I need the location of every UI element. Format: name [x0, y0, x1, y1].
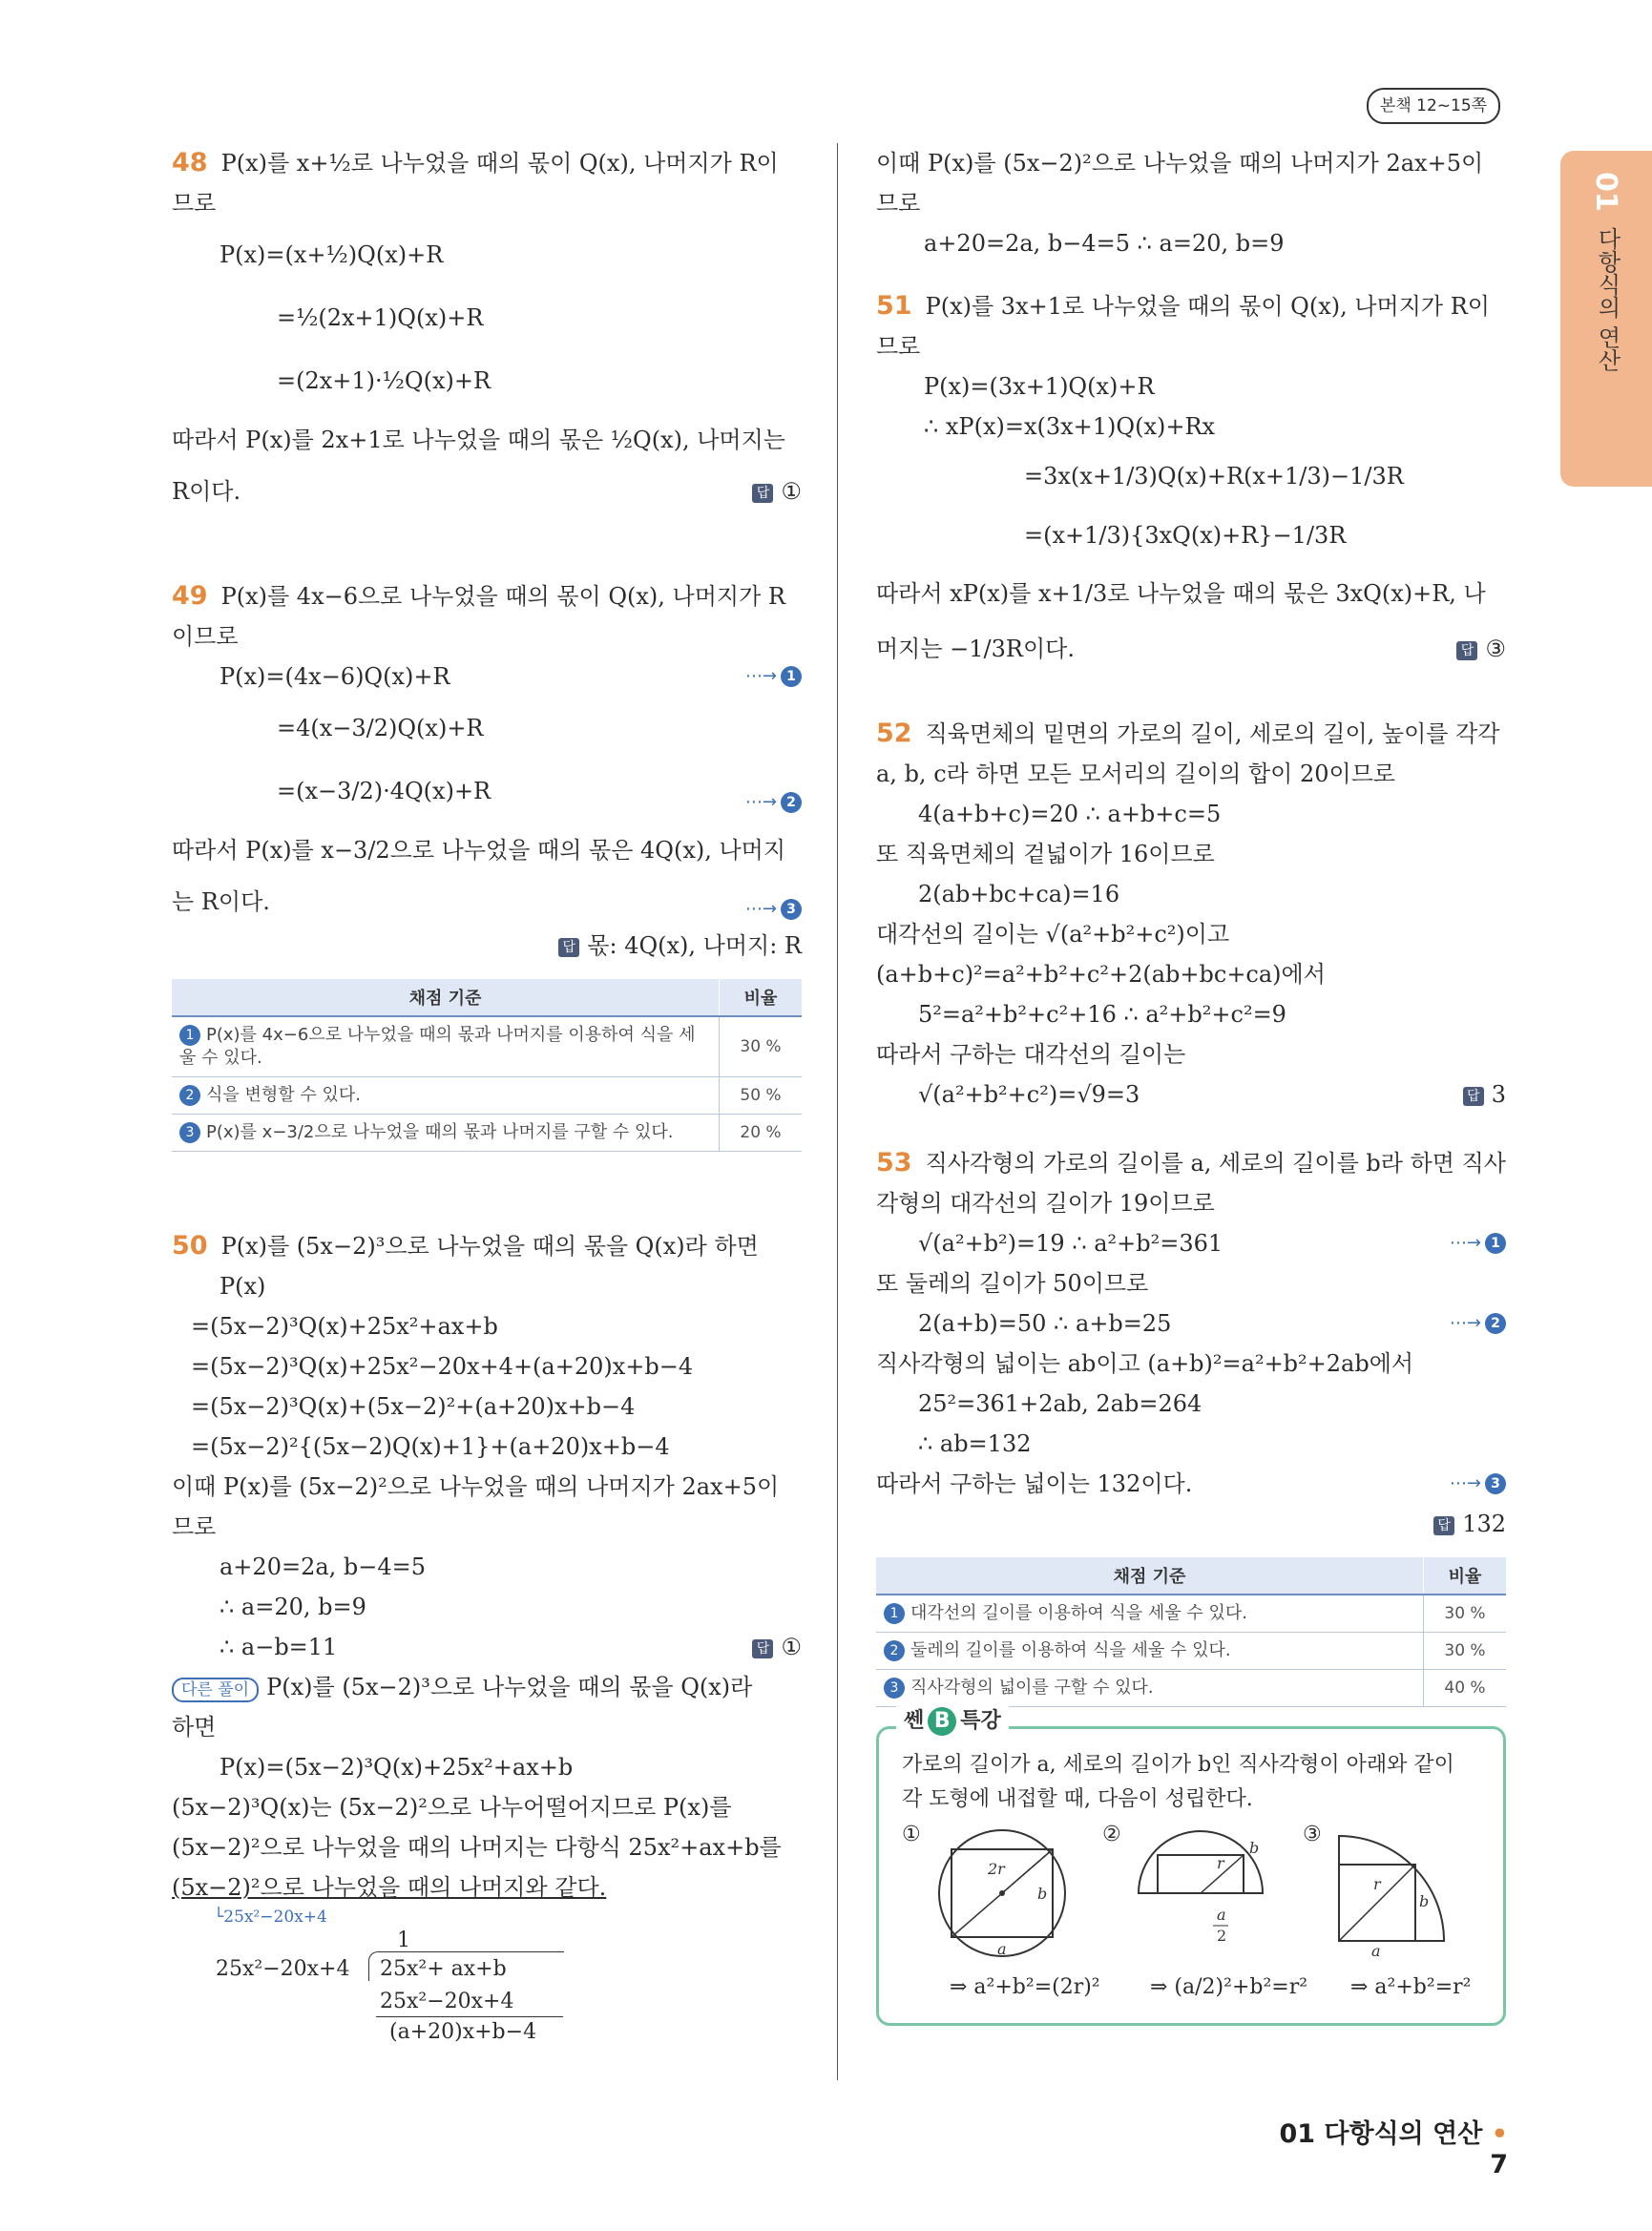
step-marker: ⋯→ 1 — [1450, 1223, 1506, 1263]
equation: ∴ xP(x)=x(3x+1)Q(x)+Rx — [924, 413, 1216, 440]
grading-table-49 — [172, 979, 802, 1152]
step-marker: ⋯→ 3 — [1450, 1464, 1506, 1504]
semicircle-rectangle-figure — [1129, 1826, 1272, 1960]
criterion-text: 식을 변형할 수 있다. — [206, 1085, 361, 1105]
text-line: 머지는 −1/3R이다. — [876, 636, 1075, 662]
criterion-number: 2 — [179, 1085, 200, 1106]
title-text: 특강 — [960, 1709, 1001, 1733]
svg-text:a: a — [997, 1940, 1007, 1958]
equation: =(5x−2)²{(5x−2)Q(x)+1}+(a+20)x+b−4 — [191, 1433, 670, 1460]
equation: 25²=361+2ab, 2ab=264 — [918, 1390, 1202, 1417]
criterion-rate: 30 % — [1424, 1595, 1507, 1633]
page-reference: 본책 12~15쪽 — [1367, 88, 1500, 124]
problem-number: 52 — [876, 719, 912, 748]
text-line: 직사각형의 넓이는 ab이고 (a+b)²=a²+b²+2ab에서 — [876, 1350, 1414, 1377]
title-text: 쎈 — [904, 1709, 925, 1733]
grading-header: 채점 기준 — [172, 979, 720, 1016]
answer — [752, 1627, 802, 1667]
answer — [1463, 1074, 1506, 1115]
criterion-number: 1 — [884, 1603, 905, 1624]
step-marker: ⋯→ 2 — [745, 771, 802, 834]
problem-number: 51 — [876, 291, 912, 321]
text-line: 므로 — [172, 1513, 217, 1540]
text-line: 각 도형에 내접할 때, 다음이 성립한다. — [902, 1787, 1253, 1811]
equation: 4(a+b+c)=20 ∴ a+b+c=5 — [918, 801, 1222, 827]
equation: P(x)=(x+½)Q(x)+R — [220, 241, 444, 268]
division-line — [376, 2016, 563, 2017]
equation: a+20=2a, b−4=5 — [220, 1553, 427, 1580]
equation: 2(a+b)=50 ∴ a+b=25 — [918, 1310, 1172, 1337]
equation: a+20=2a, b−4=5 ∴ a=20, b=9 — [924, 230, 1285, 257]
criterion-text: 직사각형의 넓이를 구할 수 있다. — [910, 1678, 1154, 1698]
table-row — [172, 1115, 802, 1152]
table-row — [172, 1016, 802, 1077]
table-row — [876, 1670, 1506, 1707]
answer-value: 132 — [1462, 1511, 1506, 1537]
equation: 2(ab+bc+ca)=16 — [918, 881, 1120, 907]
text-line: P(x)를 3x+1로 나누었을 때의 몫이 Q(x), 나머지가 R이 — [925, 293, 1490, 320]
svg-text:b: b — [1249, 1839, 1260, 1857]
page-number: 7 — [1490, 2150, 1508, 2179]
text-line: 직사각형의 가로의 길이를 a, 세로의 길이를 b라 하면 직사 — [925, 1150, 1506, 1177]
criterion-number: 2 — [884, 1640, 905, 1661]
right-column — [876, 143, 1506, 2026]
text-line: 또 둘레의 길이가 50이므로 — [876, 1270, 1149, 1297]
text-line: 따라서 P(x)를 2x+1로 나누었을 때의 몫은 ½Q(x), 나머지는 — [172, 427, 785, 453]
circle-rectangle-figure — [931, 1826, 1074, 1960]
answer-value: ① — [781, 1634, 802, 1660]
text-line: 따라서 P(x)를 x−3/2으로 나누었을 때의 몫은 4Q(x), 나머지 — [172, 837, 786, 864]
equation: P(x)=(3x+1)Q(x)+R — [924, 373, 1155, 400]
problem-number: 53 — [876, 1148, 912, 1178]
equation: √(a²+b²+c²)=√9=3 — [918, 1081, 1140, 1108]
criterion-rate: 40 % — [1424, 1670, 1507, 1707]
problem-50-continued — [876, 143, 1506, 263]
text-line: 따라서 xP(x)를 x+1/3로 나누었을 때의 몫은 3xQ(x)+R, 나 — [876, 580, 1486, 607]
text-line: P(x)를 x+½로 나누었을 때의 몫이 Q(x), 나머지가 R이 — [220, 150, 779, 177]
text-line: (5x−2)²으로 나누었을 때의 나머지와 같다. — [172, 1874, 607, 1901]
problem-52 — [876, 714, 1506, 1115]
grading-rate-header: 비율 — [720, 979, 803, 1016]
division-remainder: (a+20)x+b−4 — [389, 2020, 537, 2044]
answer-icon: 답 — [1433, 1516, 1454, 1535]
equation: P(x)=(4x−6)Q(x)+R ⋯→ 1 — [172, 657, 802, 697]
svg-text:r: r — [1217, 1854, 1224, 1872]
svg-text:2r: 2r — [988, 1860, 1005, 1878]
equation: =(2x+1)·½Q(x)+R — [277, 367, 491, 394]
step-marker: ⋯→ 3 — [745, 886, 802, 933]
equation: =(x−3/2)·4Q(x)+R ⋯→ 2 — [172, 760, 802, 823]
table-row — [876, 1595, 1506, 1633]
equation: =(5x−2)³Q(x)+25x²+ax+b — [191, 1313, 498, 1340]
chapter-number: 01 — [1589, 172, 1622, 212]
problem-number: 48 — [172, 148, 208, 177]
svg-text:2: 2 — [1217, 1927, 1227, 1945]
figure-label: ① — [902, 1823, 921, 1846]
grading-header: 채점 기준 — [876, 1557, 1424, 1595]
answer-icon: 답 — [752, 484, 773, 503]
chapter-title: 다항식의 연산 — [1594, 227, 1621, 372]
svg-text:b: b — [1419, 1892, 1430, 1910]
equation: P(x)=(5x−2)³Q(x)+25x²+ax+b — [220, 1754, 574, 1781]
quarter-circle-rectangle-figure — [1329, 1826, 1473, 1960]
chapter-tab[interactable] — [1560, 151, 1652, 487]
criterion-rate: 50 % — [720, 1077, 803, 1115]
answer-icon: 답 — [558, 938, 579, 957]
text-line: 직육면체의 밑면의 가로의 길이, 세로의 길이, 높이를 각각 — [925, 720, 1500, 747]
equation: =(x+1/3){3xQ(x)+R}−1/3R — [1024, 522, 1347, 549]
problem-53 — [876, 1143, 1506, 1544]
division-dividend: 25x²+ ax+b — [380, 1957, 507, 1981]
criterion-number: 1 — [179, 1025, 200, 1046]
step-marker: ⋯→ 1 — [745, 657, 802, 697]
text-line: 이므로 — [172, 623, 239, 650]
text-line: (a+b+c)²=a²+b²+c²+2(ab+bc+ca)에서 — [876, 961, 1326, 988]
problem-number: 49 — [172, 581, 208, 611]
grading-rate-header: 비율 — [1424, 1557, 1507, 1595]
figure-label: ③ — [1303, 1823, 1322, 1846]
criterion-rate: 30 % — [720, 1016, 803, 1077]
problem-50 — [172, 1226, 802, 2043]
division-divisor: 25x²−20x+4 — [216, 1957, 350, 1981]
special-lecture-title — [896, 1704, 1009, 1736]
text-line: 가로의 길이가 a, 세로의 길이가 b인 직사각형이 아래와 같이 — [902, 1753, 1454, 1777]
equation: =4(x−3/2)Q(x)+R — [277, 715, 484, 741]
footer-chapter: 01 다항식의 연산 — [1279, 2119, 1483, 2149]
text-line: P(x)를 (5x−2)³으로 나누었을 때의 몫을 Q(x)라 하면 — [220, 1233, 759, 1260]
criterion-rate: 30 % — [1424, 1633, 1507, 1670]
division-quotient: 1 — [397, 1929, 410, 1952]
equation: =3x(x+1/3)Q(x)+R(x+1/3)−1/3R — [1024, 463, 1404, 490]
text-line: 대각선의 길이는 √(a²+b²+c²)이고 — [876, 921, 1230, 948]
figure-caption: ⇒ (a/2)²+b²=r² — [1150, 1975, 1308, 1999]
problem-number: 50 — [172, 1231, 208, 1261]
problem-48 — [172, 143, 802, 515]
answer-value: 3 — [1491, 1081, 1506, 1108]
text-line: a, b, c라 하면 모든 모서리의 길이의 합이 20이므로 — [876, 761, 1396, 787]
answer — [1456, 622, 1506, 676]
step-marker: ⋯→ 2 — [1450, 1303, 1506, 1344]
text-line: (5x−2)²으로 나누었을 때의 나머지는 다항식 25x²+ax+b를 — [172, 1834, 782, 1861]
table-row — [876, 1633, 1506, 1670]
text-line: 므로 — [876, 190, 921, 217]
grading-table-53 — [876, 1557, 1506, 1707]
equation: ∴ ab=132 — [918, 1430, 1032, 1457]
page-footer: 01 다항식의 연산 • 7 — [1279, 2119, 1508, 2179]
problem-51 — [876, 286, 1506, 676]
long-division — [172, 1929, 802, 2043]
svg-text:a: a — [1371, 1942, 1381, 1960]
problem-49 — [172, 576, 802, 966]
answer-value: ③ — [1485, 636, 1506, 662]
text-line: (5x−2)³Q(x)는 (5x−2)²으로 나누어떨어지므로 P(x)를 — [172, 1794, 732, 1821]
table-row — [172, 1077, 802, 1115]
criterion-text: P(x)를 x−3/2으로 나누었을 때의 몫과 나머지를 구할 수 있다. — [206, 1122, 674, 1142]
equation: =(5x−2)³Q(x)+25x²−20x+4+(a+20)x+b−4 — [191, 1353, 694, 1380]
equation: ∴ a=20, b=9 — [220, 1594, 366, 1620]
svg-text:r: r — [1373, 1875, 1381, 1893]
equation: ∴ a−b=11 — [220, 1634, 338, 1660]
text-line: 또 직육면체의 겉넓이가 16이므로 — [876, 841, 1215, 867]
text-line: 따라서 구하는 대각선의 길이는 — [876, 1041, 1186, 1068]
special-lecture-box — [876, 1709, 1506, 2026]
text-line: 하면 — [172, 1714, 217, 1741]
equation: √(a²+b²)=19 ∴ a²+b²=361 — [918, 1230, 1223, 1257]
answer-value: ① — [781, 478, 802, 505]
svg-text:b: b — [1037, 1885, 1048, 1903]
equation: =(5x−2)³Q(x)+(5x−2)²+(a+20)x+b−4 — [191, 1393, 636, 1420]
text-line: 므로 — [876, 333, 921, 360]
criterion-rate: 20 % — [720, 1115, 803, 1152]
text-line: P(x)를 (5x−2)³으로 나누었을 때의 몫을 Q(x)라 — [266, 1674, 753, 1700]
text-line: 따라서 구하는 넓이는 132이다. — [876, 1470, 1193, 1497]
svg-text:a: a — [1217, 1906, 1226, 1924]
answer-icon: 답 — [752, 1639, 773, 1658]
criterion-text: 둘레의 길이를 이용하여 식을 세울 수 있다. — [910, 1640, 1231, 1660]
b-badge-icon: B — [928, 1707, 956, 1736]
equation: 5²=a²+b²+c²+16 ∴ a²+b²+c²=9 — [918, 1001, 1286, 1028]
answer-icon: 답 — [1463, 1087, 1484, 1106]
criterion-number: 3 — [179, 1122, 200, 1143]
alt-solution-tag: 다른 풀이 — [172, 1678, 259, 1702]
equation: =½(2x+1)Q(x)+R — [277, 304, 484, 331]
figure-label: ② — [1102, 1823, 1121, 1846]
answer-value: 몫: 4Q(x), 나머지: R — [587, 932, 802, 959]
criterion-text: P(x)를 4x−6으로 나누었을 때의 몫과 나머지를 이용하여 식을 세울 수 있다. — [179, 1025, 696, 1068]
annotation: └25x²−20x+4 — [214, 1908, 327, 1927]
criterion-text: 대각선의 길이를 이용하여 식을 세울 수 있다. — [910, 1603, 1248, 1623]
column-divider — [837, 143, 838, 2080]
equation: P(x) — [220, 1273, 266, 1300]
figure-caption: ⇒ a²+b²=r² — [1350, 1975, 1472, 1999]
text-line: 이때 P(x)를 (5x−2)²으로 나누었을 때의 나머지가 2ax+5이 — [876, 150, 1484, 177]
answer-icon: 답 — [1456, 641, 1477, 660]
answer — [752, 468, 802, 515]
criterion-number: 3 — [884, 1678, 905, 1699]
text-line: P(x)를 4x−6으로 나누었을 때의 몫이 Q(x), 나머지가 R — [220, 583, 785, 610]
figure-caption: ⇒ a²+b²=(2r)² — [950, 1975, 1100, 1999]
text-line: 므로 — [172, 190, 217, 217]
left-column — [172, 143, 802, 2043]
text-line: 이때 P(x)를 (5x−2)²으로 나누었을 때의 나머지가 2ax+5이 — [172, 1473, 780, 1500]
text-line: R이다. — [172, 478, 241, 505]
division-subtract: 25x²−20x+4 — [380, 1990, 514, 2013]
text-line: 는 R이다. — [172, 888, 270, 915]
text-line: 각형의 대각선의 길이가 19이므로 — [876, 1190, 1215, 1217]
figures — [902, 1823, 1480, 2013]
